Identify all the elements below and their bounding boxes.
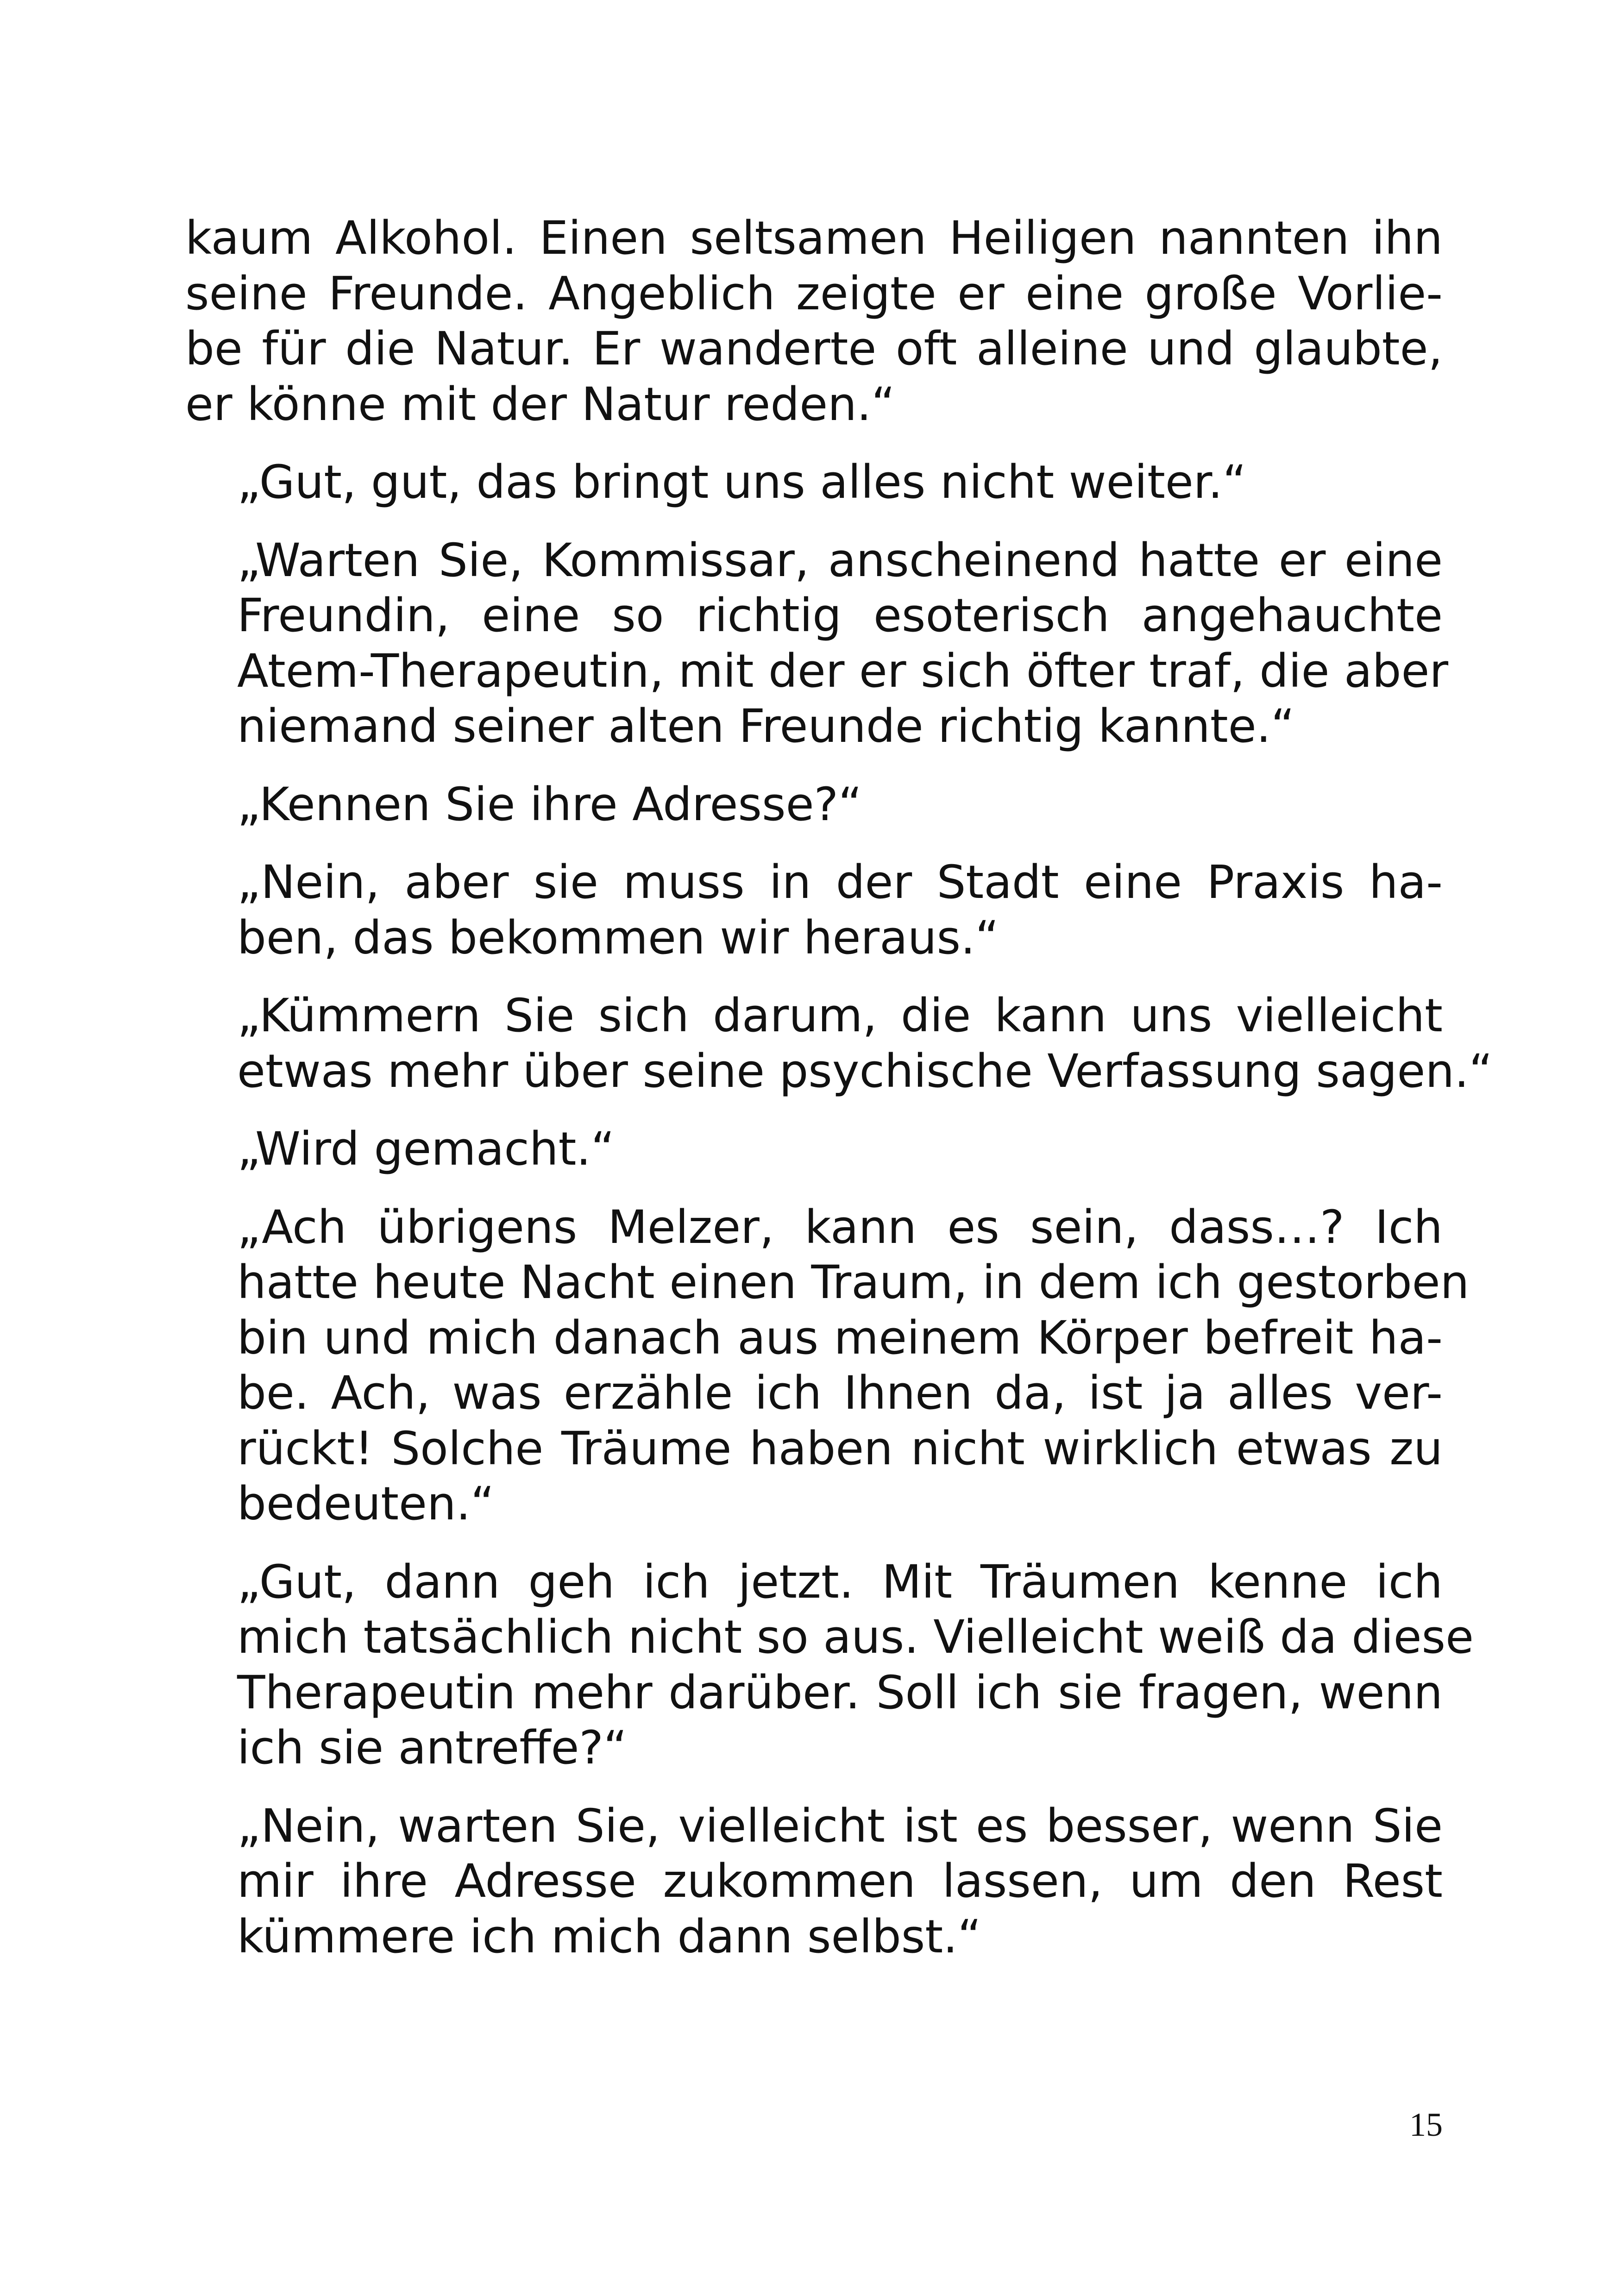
text-line: be. Ach, was erzähle ich Ihnen da, ist ja alles ver- [237,1367,1443,1420]
text-line: seine Freunde. Angeblich zeigte er eine große Vorlie- [185,267,1443,320]
paragraph [185,1200,1470,1532]
text-line: bedeuten.“ [237,1477,495,1531]
paragraph [185,1799,1443,1965]
body-text [185,211,1493,1987]
paragraph [185,988,1493,1099]
text-line: hatte heute Nacht einen Traum, in dem ich gestorben [237,1256,1470,1309]
text-line: „Nein, warten Sie, vielleicht ist es besser, wenn Sie [237,1799,1443,1853]
paragraph [185,777,1443,833]
text-line: bin und mich danach aus meinem Körper befreit ha- [237,1311,1443,1365]
paragraph [185,533,1449,754]
text-line: etwas mehr über seine psychische Verfassung sagen.“ [237,1044,1493,1098]
paragraph [185,211,1443,432]
text-line: „Nein, aber sie muss in der Stadt eine Praxis ha- [237,856,1443,909]
text-line: „Kümmern Sie sich darum, die kann uns vielleicht [237,989,1443,1042]
text-line: rückt! Solche Träume haben nicht wirklich etwas zu [237,1422,1443,1475]
text-line: Atem-Therapeutin, mit der er sich öfter traf, die aber [237,644,1449,698]
text-line: „Gut, dann geh ich jetzt. Mit Träumen kenne ich [237,1555,1443,1609]
paragraph [185,1122,1443,1177]
text-line: er könne mit der Natur reden.“ [185,377,895,431]
text-line: be für die Natur. Er wanderte oft alleine und glaubte, [185,322,1443,376]
text-line: mich tatsächlich nicht so aus. Vielleicht weiß da diese [237,1611,1474,1664]
text-line: „Wird gemacht.“ [237,1123,615,1176]
text-line: „Kennen Sie ihre Adresse?“ [237,778,862,831]
text-line: kümmere ich mich dann selbst.“ [237,1910,981,1964]
page-number: 15 [1409,2106,1443,2143]
paragraph [185,1555,1474,1776]
text-line: mir ihre Adresse zukommen lassen, um den Rest [237,1855,1443,1908]
text-line: niemand seiner alten Freunde richtig kannte.“ [237,700,1295,753]
text-line: ben, das bekommen wir heraus.“ [237,911,999,965]
text-line: Therapeutin mehr darüber. Soll ich sie fragen, wenn [237,1666,1443,1719]
text-line: „Warten Sie, Kommissar, anscheinend hatte er eine [237,533,1443,587]
text-line: „Ach übrigens Melzer, kann es sein, dass…? Ich [237,1200,1443,1254]
text-line: ich sie antreffe?“ [237,1721,628,1775]
text-line: Freundin, eine so richtig esoterisch angehauchte [237,589,1443,642]
text-line: kaum Alkohol. Einen seltsamen Heiligen nannten ihn [185,212,1443,265]
paragraph [185,855,1443,966]
text-line: „Gut, gut, das bringt uns alles nicht weiter.“ [237,456,1247,509]
paragraph [185,455,1443,510]
